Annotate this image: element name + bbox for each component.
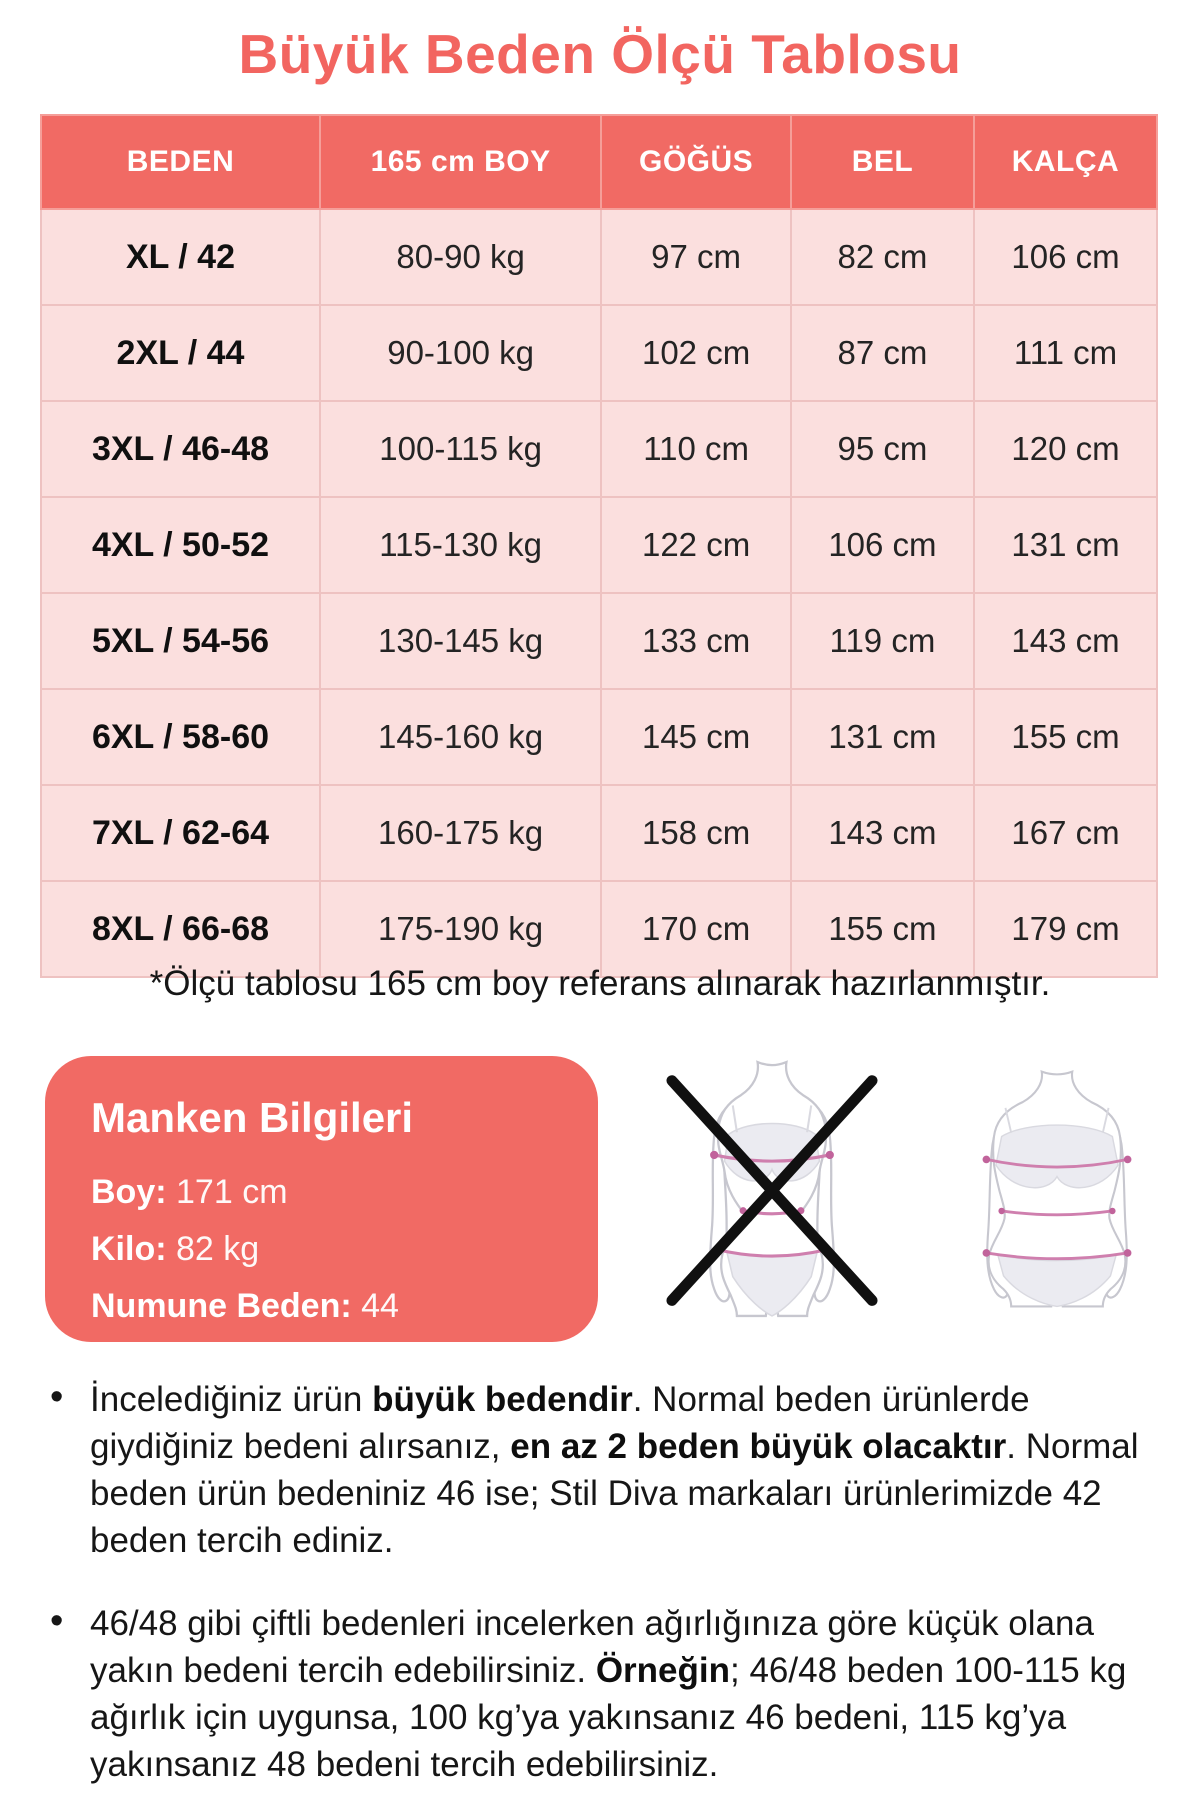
table-header-row xyxy=(41,115,1157,209)
cell-weight: 175-190 kg xyxy=(320,881,601,977)
colon: : xyxy=(340,1287,362,1325)
cell-weight: 145-160 kg xyxy=(320,689,601,785)
table-row xyxy=(41,593,1157,689)
table-row xyxy=(41,881,1157,977)
column-header-gogus: GÖĞÜS xyxy=(601,115,791,209)
cell-weight: 100-115 kg xyxy=(320,401,601,497)
model-weight-value: 82 kg xyxy=(176,1230,260,1268)
cell-hip: 155 cm xyxy=(974,689,1157,785)
note-text-bold: Örneğin xyxy=(595,1651,731,1690)
cell-size: 2XL / 44 xyxy=(41,305,320,401)
cell-weight: 115-130 kg xyxy=(320,497,601,593)
cell-size: 7XL / 62-64 xyxy=(41,785,320,881)
model-sample-size-value: 44 xyxy=(361,1287,399,1325)
cell-hip: 106 cm xyxy=(974,209,1157,305)
cell-waist: 131 cm xyxy=(791,689,974,785)
note-text-bold: en az 2 beden büyük olacaktır xyxy=(510,1427,1007,1466)
cell-waist: 95 cm xyxy=(791,401,974,497)
measurement-figures xyxy=(656,1060,1162,1326)
model-info-title: Manken Bilgileri xyxy=(91,1094,414,1141)
body-figure-correct-icon xyxy=(952,1060,1162,1318)
model-info-card xyxy=(45,1056,598,1342)
model-height-value: 171 cm xyxy=(176,1173,288,1211)
cell-bust: 133 cm xyxy=(601,593,791,689)
cell-size: 4XL / 50-52 xyxy=(41,497,320,593)
column-header-boy: 165 cm BOY xyxy=(320,115,601,209)
colon: : xyxy=(155,1230,176,1268)
cell-hip: 179 cm xyxy=(974,881,1157,977)
table-row xyxy=(41,689,1157,785)
model-sample-size-line xyxy=(91,1278,552,1335)
note-text: İncelediğiniz ürün xyxy=(90,1380,373,1419)
cell-bust: 145 cm xyxy=(601,689,791,785)
cell-weight: 90-100 kg xyxy=(320,305,601,401)
column-header-kalca: KALÇA xyxy=(974,115,1157,209)
cell-hip: 167 cm xyxy=(974,785,1157,881)
cell-weight: 130-145 kg xyxy=(320,593,601,689)
cell-size: 6XL / 58-60 xyxy=(41,689,320,785)
column-header-bel: BEL xyxy=(791,115,974,209)
cell-bust: 170 cm xyxy=(601,881,791,977)
cell-bust: 158 cm xyxy=(601,785,791,881)
model-weight-line xyxy=(91,1221,552,1278)
table-row xyxy=(41,401,1157,497)
note-text: . Normal beden ürünlerde giydiğiniz bedeni alırsanız, xyxy=(90,1380,1030,1466)
cell-bust: 102 cm xyxy=(601,305,791,401)
table-row xyxy=(41,305,1157,401)
note-text: ; 46/48 beden 100-115 kg ağırlık için uygunsa, 100 kg’ya yakınsanız 46 bedeni, 115 kg’ya yakınsanız 48 bedeni tercih edebilirsiniz. xyxy=(90,1651,1127,1784)
colon: : xyxy=(155,1173,177,1211)
cell-size: 8XL / 66-68 xyxy=(41,881,320,977)
cell-size: 5XL / 54-56 xyxy=(41,593,320,689)
note-double-sizes xyxy=(48,1600,1158,1788)
model-height-line xyxy=(91,1164,552,1221)
cell-waist: 87 cm xyxy=(791,305,974,401)
note-text: . Normal beden ürün bedeniniz 46 ise; Stil Diva markaları ürünlerimizde 42 beden tercih ediniz. xyxy=(90,1427,1139,1560)
cell-bust: 97 cm xyxy=(601,209,791,305)
cell-waist: 106 cm xyxy=(791,497,974,593)
cell-hip: 111 cm xyxy=(974,305,1157,401)
cell-waist: 119 cm xyxy=(791,593,974,689)
table-footnote: *Ölçü tablosu 165 cm boy referans alınarak hazırlanmıştır. xyxy=(149,964,1051,1003)
column-header-beden: BEDEN xyxy=(41,115,320,209)
cell-bust: 110 cm xyxy=(601,401,791,497)
cell-waist: 155 cm xyxy=(791,881,974,977)
body-figure-incorrect-icon xyxy=(656,1060,888,1318)
cell-waist: 82 cm xyxy=(791,209,974,305)
note-text: 46/48 gibi çiftli bedenleri incelerken ağırlığınıza göre küçük olana yakın bedeni tercih edebilirsiniz. xyxy=(90,1604,1094,1690)
table-row xyxy=(41,497,1157,593)
cell-waist: 143 cm xyxy=(791,785,974,881)
cell-weight: 160-175 kg xyxy=(320,785,601,881)
table-row xyxy=(41,785,1157,881)
model-sample-size-label: Numune Beden xyxy=(91,1287,341,1325)
table-row xyxy=(41,209,1157,305)
model-height-label: Boy xyxy=(91,1173,156,1211)
cell-bust: 122 cm xyxy=(601,497,791,593)
cell-hip: 131 cm xyxy=(974,497,1157,593)
note-plus-size xyxy=(48,1376,1158,1564)
cell-size: XL / 42 xyxy=(41,209,320,305)
notes-list xyxy=(48,1376,1158,1788)
cell-weight: 80-90 kg xyxy=(320,209,601,305)
size-table xyxy=(40,114,1158,978)
cell-size: 3XL / 46-48 xyxy=(41,401,320,497)
note-text-bold: büyük bedendir xyxy=(372,1380,633,1419)
cell-hip: 143 cm xyxy=(974,593,1157,689)
model-weight-label: Kilo xyxy=(91,1230,156,1268)
page-title: Büyük Beden Ölçü Tablosu xyxy=(238,23,962,85)
cell-hip: 120 cm xyxy=(974,401,1157,497)
